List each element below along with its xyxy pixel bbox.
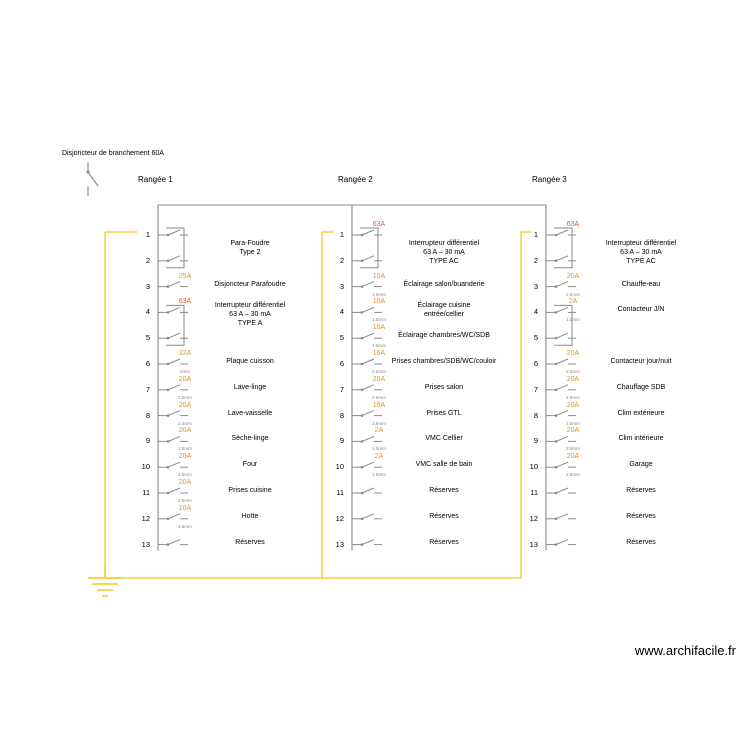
row-title-2: Rangée 2 (338, 175, 373, 184)
row-title-1: Rangée 1 (138, 175, 173, 184)
cable-section: 1.5mm (372, 446, 386, 452)
circuit-number: 11 (142, 488, 150, 497)
circuit-number: 12 (529, 513, 538, 523)
circuit-number: 7 (339, 384, 344, 394)
breaker-rating: 32A (178, 350, 192, 357)
circuit-description: Prises salon (424, 383, 464, 391)
circuit-number: 13 (335, 539, 344, 549)
circuit-description: VMC Cellier (425, 435, 463, 443)
cable-section: 2.5mm (178, 420, 192, 426)
circuit-description: Lave-vaisselle (227, 409, 273, 417)
cable-section: 6mm (180, 369, 190, 374)
circuit-description: Réserves (429, 538, 459, 546)
circuit-number: 1 (533, 230, 538, 239)
breaker-rating: 20A (566, 427, 580, 435)
cable-section: 2.5mm (566, 446, 580, 452)
circuit-number: 13 (529, 539, 538, 549)
breaker-rating: 10A (178, 504, 192, 512)
circuit-number: 5 (339, 333, 344, 343)
circuit-number: 7 (145, 384, 150, 394)
circuit-description: Éclairage chambres/WC/SDB (398, 332, 490, 340)
circuit-number: 10 (141, 462, 150, 472)
circuit-description: Four (242, 461, 258, 469)
circuit-description: Clim extérieure (617, 409, 665, 417)
circuit-number: 6 (145, 359, 150, 368)
circuit-description: Interrupteur différentiel 63 A – 30 mA TYPE A (214, 302, 286, 328)
cable-section: 1.5mm (372, 472, 386, 478)
circuit-description: Sèche-linge (231, 435, 269, 443)
circuit-description: Hotte (241, 512, 259, 520)
main-device-description: Para-Foudre Type 2 (230, 240, 270, 256)
cable-section: 1.5mm (372, 317, 386, 323)
breaker-rating: 63A (372, 221, 386, 228)
circuit-number: 11 (336, 488, 344, 497)
breaker-rating: 16A (372, 350, 386, 357)
circuit-description: Réserves (429, 512, 459, 520)
circuit-number: 5 (533, 333, 538, 343)
main-device-description: Interrupteur différentiel 63 A – 30 mA TYPE AC (605, 240, 677, 265)
circuit-description: Chauffe-eau (621, 280, 661, 288)
cable-section: 2.5mm (372, 394, 386, 400)
watermark: www.archifacile.fr (634, 643, 736, 658)
circuit-number: 8 (339, 410, 344, 420)
circuit-number: 4 (533, 307, 538, 317)
cable-section: 1.5mm (566, 317, 580, 323)
circuit-number: 2 (339, 255, 344, 265)
circuit-number: 12 (335, 513, 344, 523)
circuit-description: Réserves (235, 538, 265, 546)
circuit-number: 1 (339, 230, 344, 239)
circuit-description: Disjoncteur Parafoudre (214, 280, 286, 288)
cable-section: 2.5mm (566, 420, 580, 426)
breaker-rating: 20A (178, 401, 192, 409)
breaker-rating: 2A (374, 427, 384, 435)
breaker-rating: 20A (566, 453, 580, 461)
cable-section: 2.5mm (178, 394, 192, 400)
cable-section: 2.5mm (566, 394, 580, 400)
breaker-rating: 16A (372, 324, 386, 332)
circuit-description: Réserves (626, 487, 656, 494)
breaker-rating: 20A (372, 375, 386, 383)
main-device-description: Interrupteur différentiel 63 A – 30 mA TYPE AC (408, 240, 480, 265)
cable-section: 2.5mm (178, 446, 192, 452)
circuit-number: 8 (145, 410, 150, 420)
circuit-number: 4 (145, 307, 150, 317)
cable-section: 2.5mm (566, 369, 580, 374)
breaker-rating: 16A (372, 401, 386, 409)
cable-section: 2.5mm (178, 472, 192, 478)
circuit-number: 3 (533, 281, 538, 291)
cable-section: 1.5mm (372, 343, 386, 349)
cable-section: 2.5mm (372, 420, 386, 426)
circuit-description: Contacteur jour/nuit (610, 358, 672, 365)
breaker-rating: 2A (568, 298, 578, 306)
circuit-number: 12 (141, 513, 150, 523)
breaker-rating: 20A (178, 479, 192, 486)
circuit-description: Clim intérieure (618, 435, 664, 443)
breaker-rating: 20A (566, 272, 580, 280)
circuit-number: 9 (339, 436, 344, 446)
circuit-description: Plaque cuisson (226, 358, 274, 365)
circuit-description: Éclairage salon/buanderie (403, 280, 485, 288)
circuit-number: 4 (339, 307, 344, 317)
circuit-description: Garage (629, 461, 653, 469)
circuit-number: 3 (339, 281, 344, 291)
circuit-description: Prises cuisine (228, 487, 272, 494)
breaker-rating: 20A (178, 453, 192, 461)
circuit-number: 9 (145, 436, 150, 446)
cable-section: 1.5mm (178, 523, 192, 529)
circuit-description: Chauffage SDB (616, 383, 666, 391)
circuit-description: Lave-linge (233, 383, 267, 391)
circuit-number: 5 (145, 333, 150, 343)
circuit-description: Réserves (626, 538, 656, 546)
circuit-description: VMC salle de bain (415, 461, 473, 469)
circuit-number: 8 (533, 410, 538, 420)
breaker-rating: 63A (178, 298, 192, 306)
circuit-number: 13 (141, 539, 150, 549)
circuit-description: Prises GTL (426, 409, 462, 417)
cable-section: 2.5mm (178, 498, 192, 503)
circuit-number: 1 (145, 230, 150, 239)
cable-section: 2.5mm (566, 291, 580, 297)
breaker-rating: 10A (372, 272, 386, 280)
breaker-rating: 2A (374, 453, 384, 461)
breaker-rating: 20A (178, 375, 192, 383)
circuit-number: 9 (533, 436, 538, 446)
circuit-description: Réserves (626, 512, 656, 520)
main-breaker-label: Disjoncteur de branchement 60A (62, 150, 164, 157)
breaker-rating: 25A (178, 272, 192, 280)
circuit-number: 2 (145, 255, 150, 265)
circuit-description: Contacteur J/N (617, 306, 665, 314)
circuit-number: 3 (145, 281, 150, 291)
breaker-rating: 20A (566, 401, 580, 409)
cable-section: 2.5mm (566, 472, 580, 478)
breaker-rating: 20A (178, 427, 192, 435)
cable-section: 2.5mm (372, 369, 386, 374)
circuit-description: Prises chambres/SDB/WC/couloir (391, 358, 497, 365)
cable-section: 1.5mm (372, 291, 386, 297)
circuit-number: 6 (339, 359, 344, 368)
breaker-rating: 10A (372, 298, 386, 306)
circuit-number: 11 (530, 488, 538, 497)
breaker-rating: 63A (566, 221, 580, 228)
circuit-number: 10 (529, 462, 538, 472)
circuit-number: 6 (533, 359, 538, 368)
circuit-number: 7 (533, 384, 538, 394)
circuit-number: 2 (533, 255, 538, 265)
circuit-description: Éclairage cuisine entrée/cellier (417, 302, 471, 319)
circuit-description: Réserves (429, 487, 459, 494)
row-title-3: Rangée 3 (532, 175, 567, 184)
breaker-rating: 20A (566, 375, 580, 383)
breaker-rating: 20A (566, 350, 580, 357)
circuit-number: 10 (335, 462, 344, 472)
